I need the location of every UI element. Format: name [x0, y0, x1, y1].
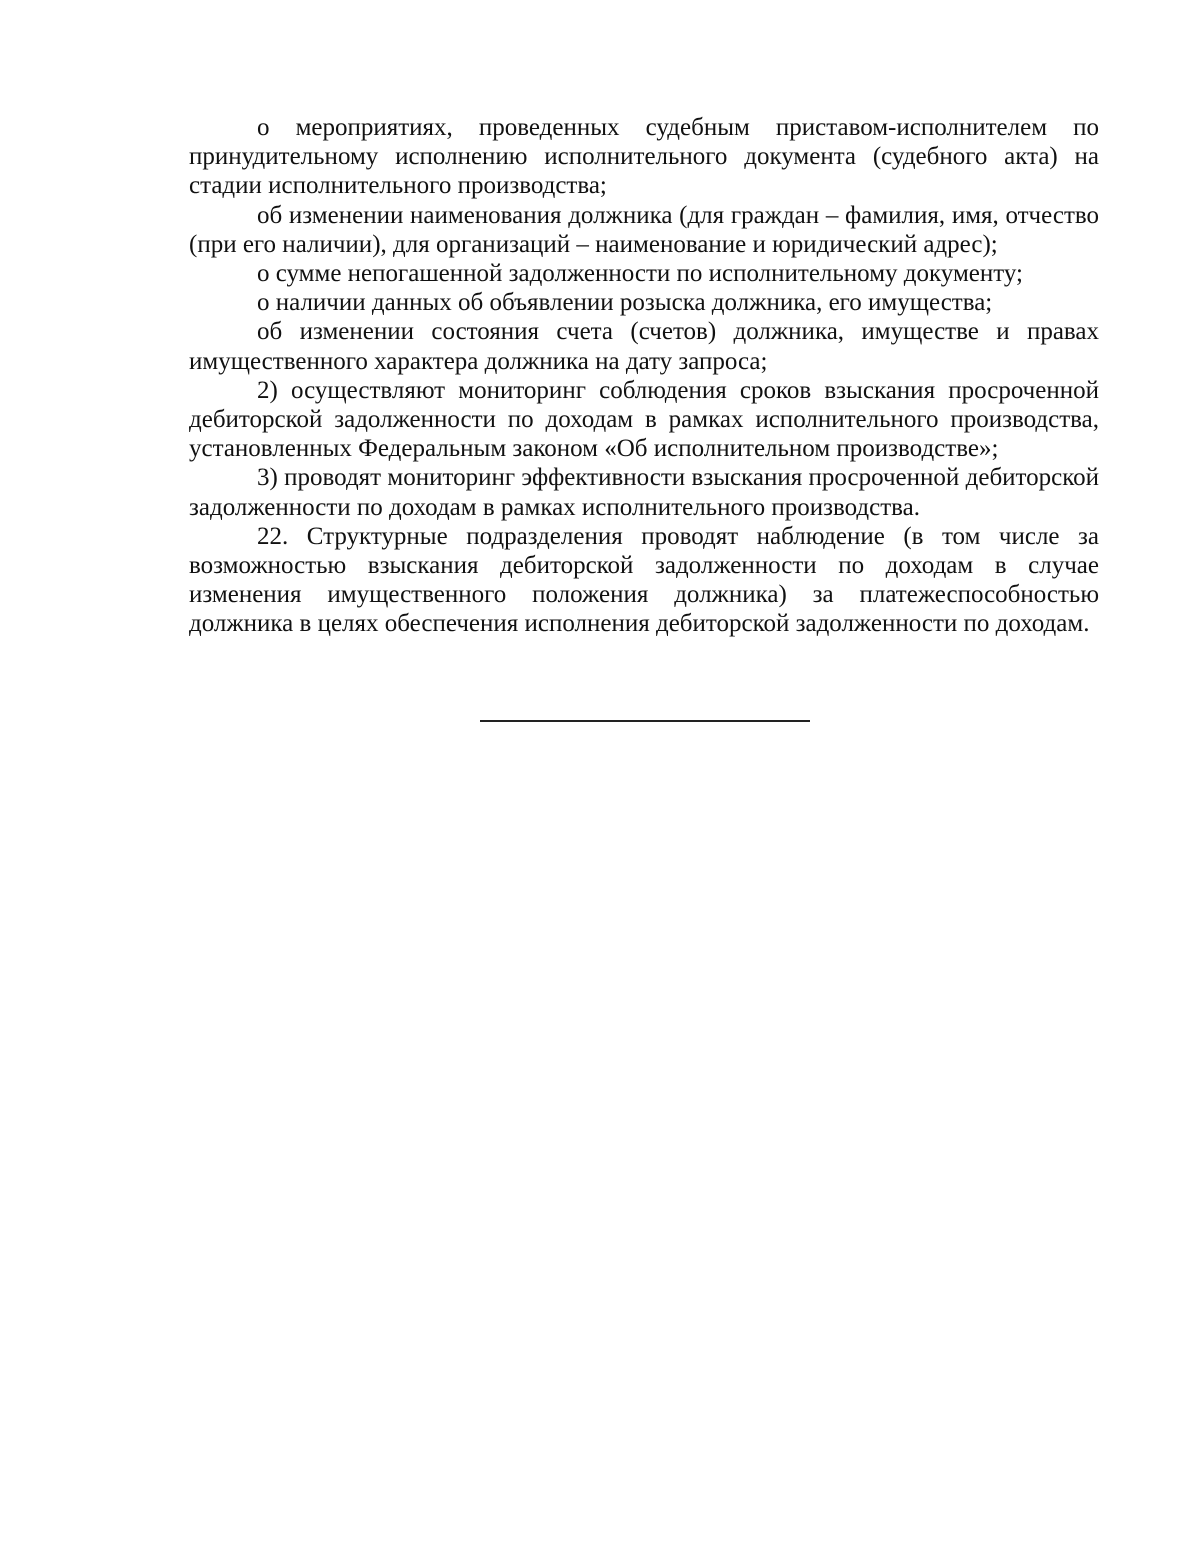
- paragraph-debtor-name-change: об изменении наименования должника (для граждан – фамилия, имя, отчество (при его наличии), для организаций – наименование и юридический адрес);: [189, 201, 1099, 258]
- paragraph-account-status: об изменении состояния счета (счетов) должника, имуществе и правах имущественного характера должника на дату запроса;: [189, 318, 1099, 375]
- end-of-document-rule: [480, 720, 810, 722]
- paragraph-item-3-efficiency-monitoring: 3) проводят мониторинг эффективности взыскания просроченной дебиторской задолженности по доходам в рамках исполнительного производства.: [189, 464, 1099, 521]
- paragraph-search-data: о наличии данных об объявлении розыска должника, его имущества;: [257, 289, 993, 317]
- paragraph-item-2-deadline-monitoring: 2) осуществляют мониторинг соблюдения сроков взыскания просроченной дебиторской задолженности по доходам в рамках исполнительного производства, установленных Федеральным законом «Об исполнительном производстве»;: [189, 376, 1099, 463]
- paragraph-activities: о мероприятиях, проведенных судебным приставом-исполнителем по принудительному исполнению исполнительного документа (судебного акта) на стадии исполнительного производства;: [189, 114, 1099, 200]
- paragraph-unpaid-debt: о сумме непогашенной задолженности по исполнительному документу;: [257, 260, 1023, 288]
- paragraph-section-22: 22. Структурные подразделения проводят наблюдение (в том числе за возможностью взыскания дебиторской задолженности по доходам в случае изменения имущественного положения должника) за платежеспособностью должника в целях обеспечения исполнения дебиторской задолженности по доходам.: [189, 522, 1099, 638]
- document-body: [189, 113, 1099, 639]
